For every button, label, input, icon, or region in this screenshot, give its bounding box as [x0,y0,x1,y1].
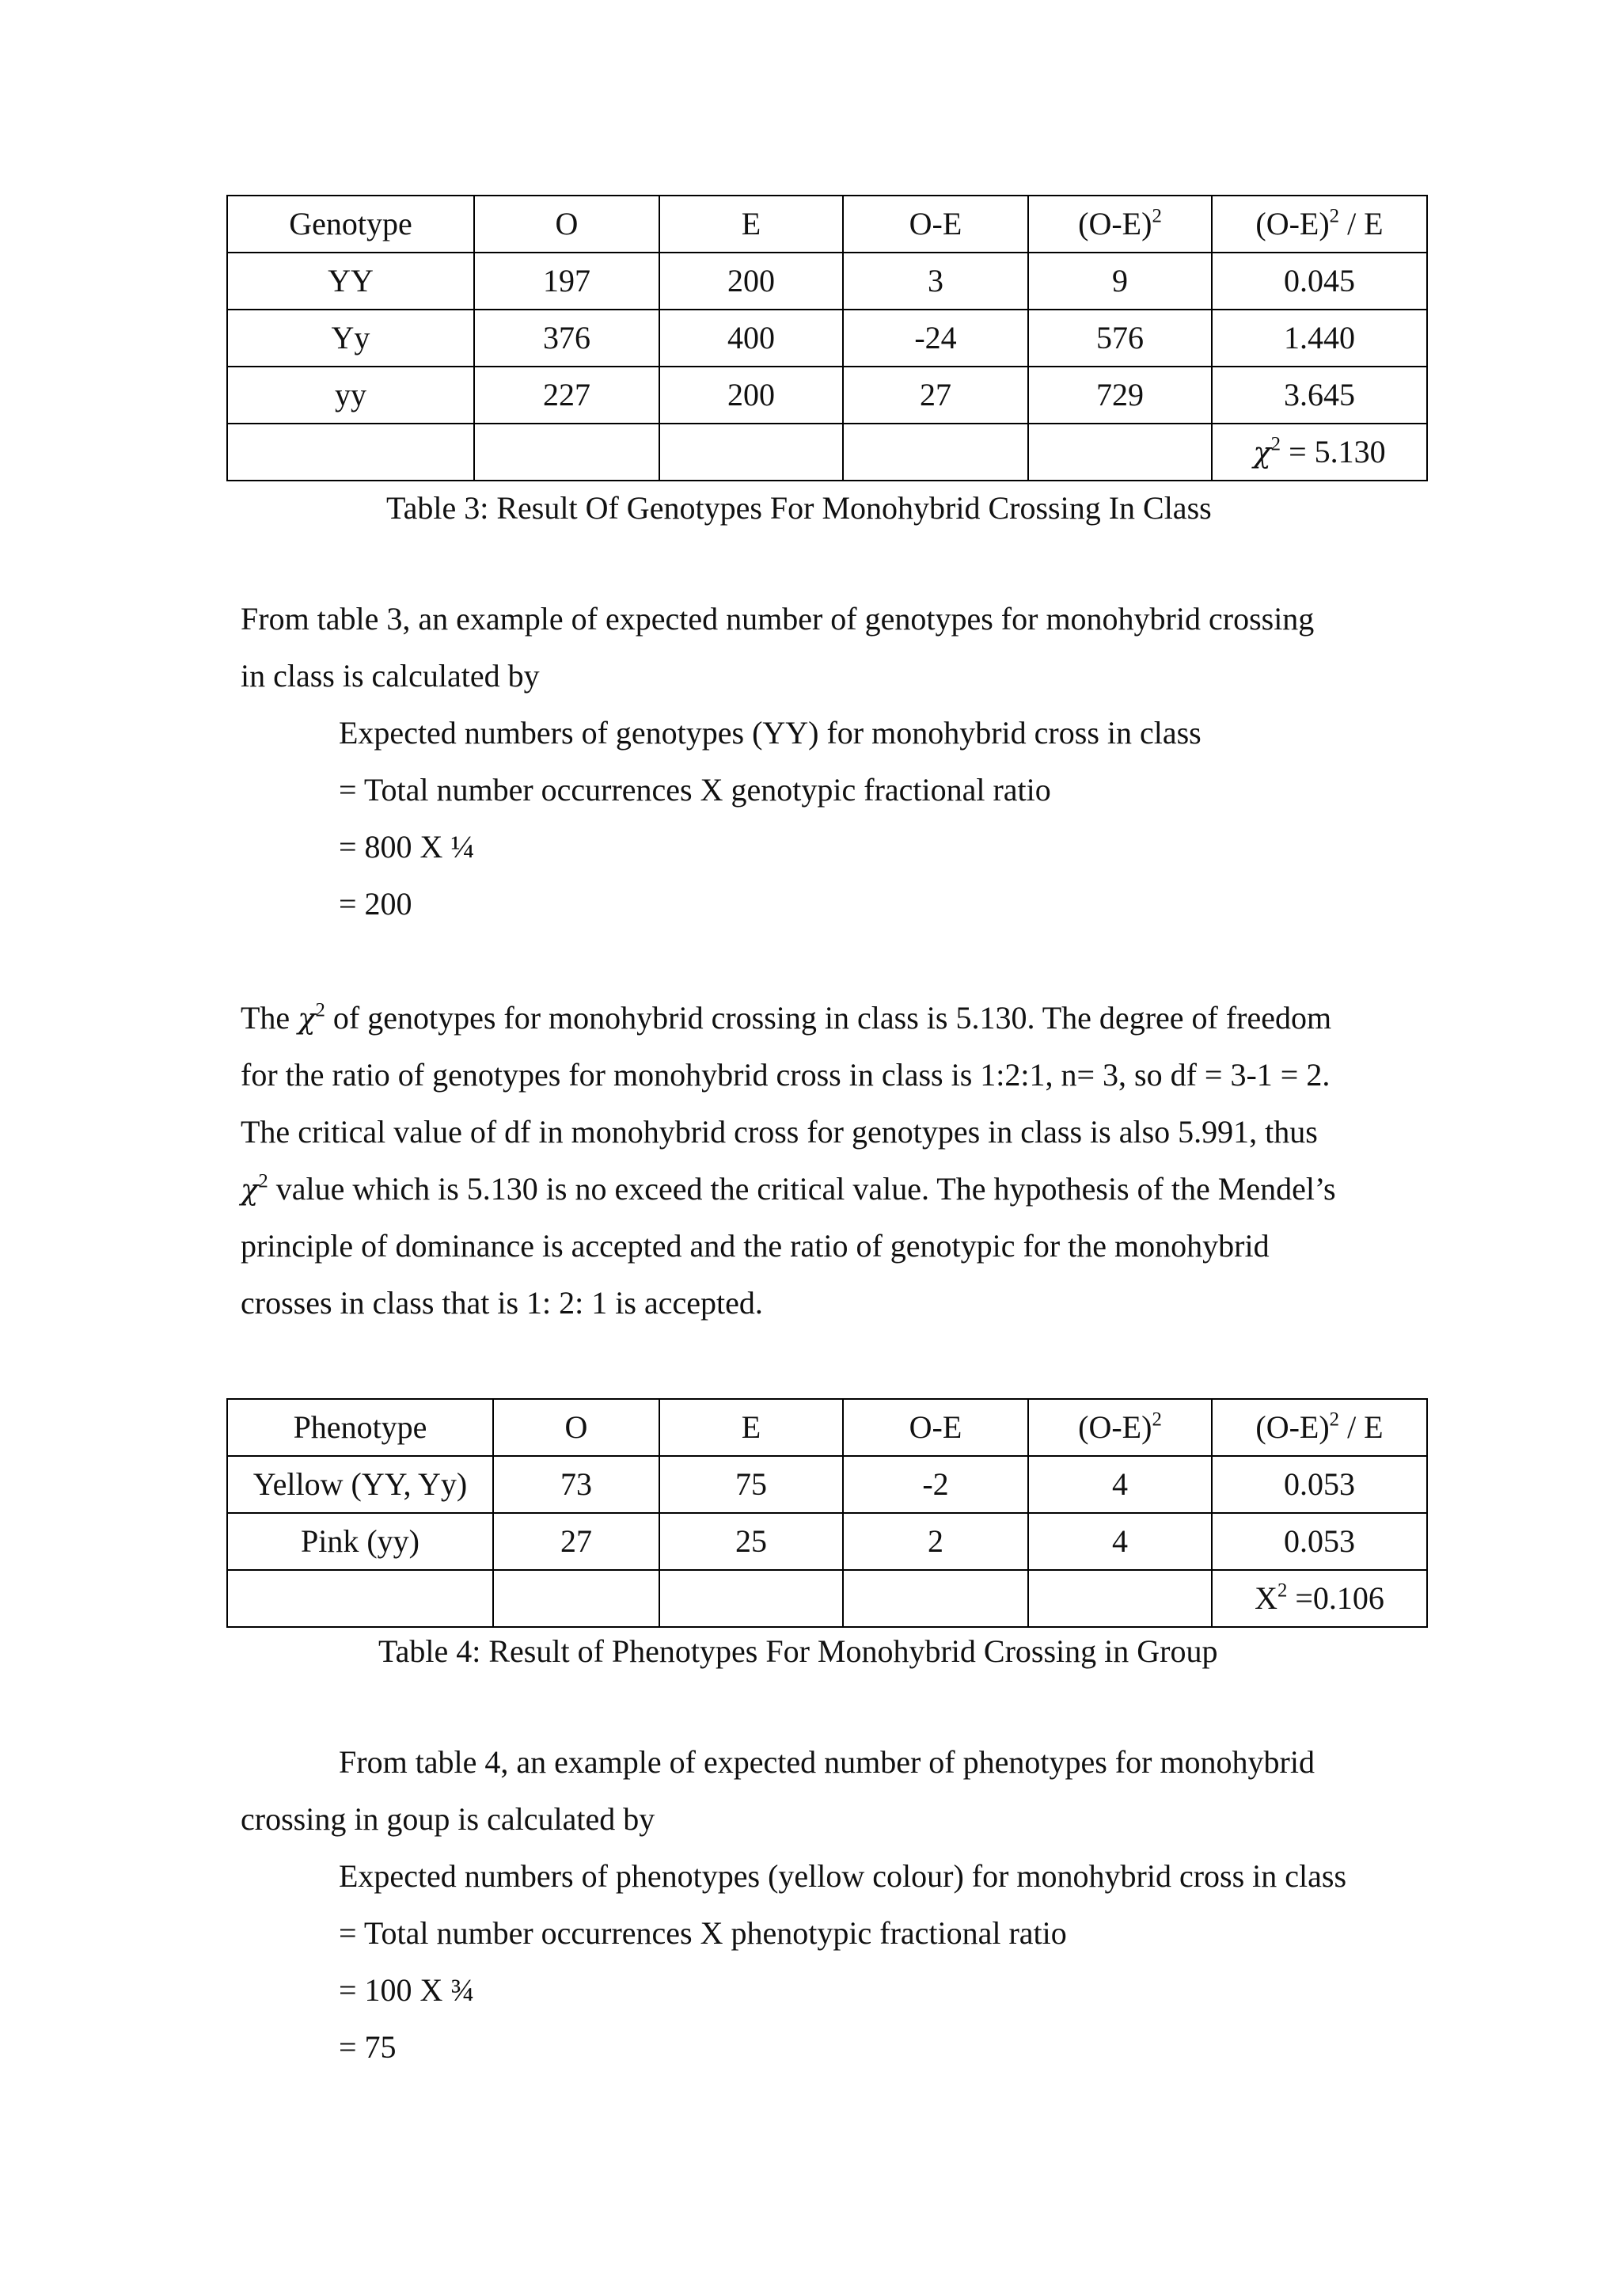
table-cell: 0.053 [1212,1513,1427,1570]
table-cell: 0.053 [1212,1456,1427,1513]
table-header-row [227,196,1427,253]
paragraph-line: The critical value of df in monohybrid cross for genotypes in class is also 5.991, thus [241,1114,1318,1150]
calculation-line: = Total number occurrences X genotypic fractional ratio [339,772,1051,808]
table-cell: Yellow (YY, Yy) [227,1456,493,1513]
table-cell: 3.645 [1212,367,1427,424]
table-cell: 2 [843,1513,1028,1570]
table-row [227,367,1427,424]
table-cell [1028,1570,1212,1627]
phenotype-table [226,1398,1428,1628]
column-header: E [659,196,843,253]
paragraph-line: From table 4, an example of expected number of phenotypes for monohybrid [339,1744,1315,1780]
paragraph-line: The $\chi^2$ of genotypes for monohybrid crossing in class is 5.130. The degree of freedom [241,999,1332,1036]
table-cell: 73 [493,1456,659,1513]
column-header: O-E [843,1399,1028,1456]
genotype-table [226,195,1428,481]
calculation-line: = Total number occurrences X phenotypic fractional ratio [339,1915,1067,1951]
column-header: E [659,1399,843,1456]
table-cell: 227 [474,367,659,424]
table-cell: -24 [843,310,1028,367]
column-header: O [474,196,659,253]
calculation-line: = 75 [339,2029,397,2065]
table-cell: -2 [843,1456,1028,1513]
table-row [227,253,1427,310]
table-cell: 197 [474,253,659,310]
calculation-line: = 800 X ¼ [339,829,475,865]
column-header: O-E [843,196,1028,253]
paragraph-line: From table 3, an example of expected number of genotypes for monohybrid crossing [241,601,1315,637]
table-cell: 27 [493,1513,659,1570]
paragraph-line: $\chi^2$ value which is 5.130 is no exceed the critical value. The hypothesis of the Mendel’s [241,1170,1336,1207]
table-caption: Table 3: Result Of Genotypes For Monohybrid Crossing In Class [386,490,1212,526]
table-cell: 200 [659,367,843,424]
table-cell [843,424,1028,481]
table-cell [659,1570,843,1627]
paragraph-line: principle of dominance is accepted and the ratio of genotypic for the monohybrid [241,1228,1270,1264]
table-cell: Yy [227,310,474,367]
table-cell: 376 [474,310,659,367]
table-cell: Pink (yy) [227,1513,493,1570]
table-row [227,1456,1427,1513]
column-header: $(O-E)^2$ [1028,196,1212,253]
table-row [227,1513,1427,1570]
table-cell [659,424,843,481]
table-cell [227,424,474,481]
calculation-line: = 100 X ¾ [339,1972,475,2008]
table-caption: Table 4: Result of Phenotypes For Monohybrid Crossing in Group [378,1633,1218,1669]
table-cell: 4 [1028,1456,1212,1513]
table-cell [227,1570,493,1627]
table-cell [843,1570,1028,1627]
table-cell: 0.045 [1212,253,1427,310]
table-header-row [227,1399,1427,1456]
table-cell: 576 [1028,310,1212,367]
table-cell: 400 [659,310,843,367]
table-cell: 25 [659,1513,843,1570]
column-header: $(O-E)^2$ / E [1212,196,1427,253]
calculation-line: Expected numbers of phenotypes (yellow colour) for monohybrid cross in class [339,1858,1347,1894]
table-cell: 3 [843,253,1028,310]
column-header: $(O-E)^2$ / E [1212,1399,1427,1456]
paragraph-line: crosses in class that is 1: 2: 1 is accepted. [241,1285,763,1321]
table-total-row [227,424,1427,481]
table-cell: 729 [1028,367,1212,424]
table-cell [474,424,659,481]
column-header: Phenotype [227,1399,493,1456]
column-header: Genotype [227,196,474,253]
table-cell [1028,424,1212,481]
paragraph-line: in class is calculated by [241,658,540,694]
table-cell: 27 [843,367,1028,424]
paragraph-line: for the ratio of genotypes for monohybrid cross in class is 1:2:1, n= 3, so df = 3-1 = 2. [241,1057,1331,1093]
column-header: O [493,1399,659,1456]
table-row [227,310,1427,367]
paragraph-line: crossing in goup is calculated by [241,1801,655,1837]
table-cell: 4 [1028,1513,1212,1570]
calculation-line: Expected numbers of genotypes (YY) for monohybrid cross in class [339,715,1202,751]
table-cell: 1.440 [1212,310,1427,367]
chi-square-total: $\chi^2 = 5.130$ [1212,424,1427,481]
column-header: $(O-E)^2$ [1028,1399,1212,1456]
table-cell [493,1570,659,1627]
table-cell: yy [227,367,474,424]
table-cell: 200 [659,253,843,310]
calculation-line: = 200 [339,886,412,922]
table-cell: 75 [659,1456,843,1513]
table-cell: 9 [1028,253,1212,310]
table-cell: YY [227,253,474,310]
table-total-row [227,1570,1427,1627]
chi-square-total: $X^2 =0.106$ [1212,1570,1427,1627]
